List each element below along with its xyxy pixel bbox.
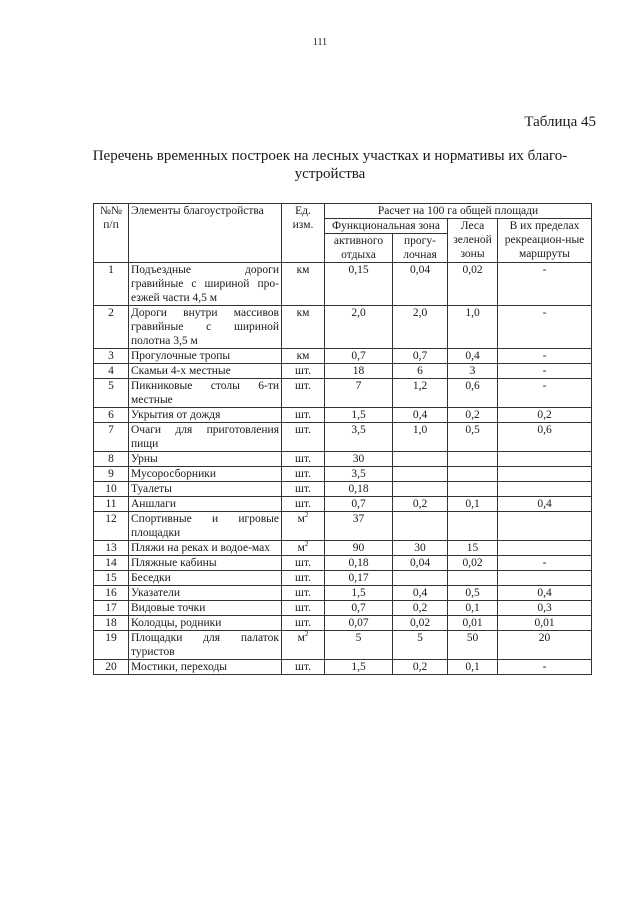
- row-active-value: 3,5: [325, 467, 393, 482]
- row-rec-route-value: 0,01: [498, 616, 592, 631]
- header-rec-routes: В их пределах рекреацион-ные маршруты: [498, 219, 592, 263]
- title-line-2: устройства: [294, 166, 366, 182]
- row-walk-value: 0,2: [393, 660, 448, 675]
- row-number: 2: [94, 306, 129, 349]
- row-green-forest-value: 0,4: [448, 349, 498, 364]
- unit-superscript: 2: [304, 540, 309, 549]
- row-element-name: Туалеты: [129, 482, 282, 497]
- row-unit: шт.: [282, 586, 325, 601]
- row-rec-route-value: -: [498, 349, 592, 364]
- row-unit: км: [282, 306, 325, 349]
- row-active-value: 7: [325, 379, 393, 408]
- row-element-name: Беседки: [129, 571, 282, 586]
- row-rec-route-value: [498, 467, 592, 482]
- row-unit: $м^2$: [282, 512, 325, 541]
- row-green-forest-value: 0,01: [448, 616, 498, 631]
- row-number: 18: [94, 616, 129, 631]
- header-walk: прогу-лочная: [393, 234, 448, 263]
- row-active-value: 0,07: [325, 616, 393, 631]
- row-active-value: 0,7: [325, 497, 393, 512]
- row-rec-route-value: -: [498, 364, 592, 379]
- unit-superscript: 2: [304, 511, 309, 520]
- header-unit: Ед. изм.: [282, 204, 325, 263]
- table-row: [94, 586, 592, 601]
- row-number: 4: [94, 364, 129, 379]
- row-active-value: 1,5: [325, 408, 393, 423]
- row-walk-value: 1,0: [393, 423, 448, 452]
- row-unit: шт.: [282, 482, 325, 497]
- row-green-forest-value: [448, 482, 498, 497]
- row-number: 12: [94, 512, 129, 541]
- row-number: 19: [94, 631, 129, 660]
- table-row: [94, 467, 592, 482]
- row-walk-value: [393, 571, 448, 586]
- table-row: [94, 497, 592, 512]
- row-unit: шт.: [282, 408, 325, 423]
- row-active-value: 1,5: [325, 660, 393, 675]
- row-rec-route-value: 20: [498, 631, 592, 660]
- document-title: [60, 147, 600, 183]
- row-rec-route-value: -: [498, 660, 592, 675]
- header-num: №№ п/п: [94, 204, 129, 263]
- row-element-name: Аншлаги: [129, 497, 282, 512]
- row-element-name: Урны: [129, 452, 282, 467]
- row-unit: $м^2$: [282, 541, 325, 556]
- row-number: 7: [94, 423, 129, 452]
- row-number: 17: [94, 601, 129, 616]
- table-row: [94, 512, 592, 541]
- table-row: [94, 263, 592, 306]
- row-active-value: 0,7: [325, 349, 393, 364]
- title-line-1: Перечень временных построек на лесных участках и нормативы их благо-: [92, 148, 568, 164]
- row-walk-value: 0,04: [393, 263, 448, 306]
- row-unit: шт.: [282, 497, 325, 512]
- row-element-name: Колодцы, родники: [129, 616, 282, 631]
- table-row: [94, 482, 592, 497]
- row-active-value: 3,5: [325, 423, 393, 452]
- row-unit: шт.: [282, 379, 325, 408]
- row-walk-value: [393, 482, 448, 497]
- row-green-forest-value: 3: [448, 364, 498, 379]
- row-walk-value: 0,04: [393, 556, 448, 571]
- table-header: [94, 204, 592, 263]
- row-green-forest-value: 0,5: [448, 586, 498, 601]
- row-green-forest-value: 0,6: [448, 379, 498, 408]
- row-unit: шт.: [282, 571, 325, 586]
- row-walk-value: 1,2: [393, 379, 448, 408]
- row-green-forest-value: 50: [448, 631, 498, 660]
- row-walk-value: 0,4: [393, 408, 448, 423]
- row-rec-route-value: 0,3: [498, 601, 592, 616]
- row-unit: шт.: [282, 467, 325, 482]
- row-number: 6: [94, 408, 129, 423]
- row-active-value: 0,15: [325, 263, 393, 306]
- table-row: [94, 349, 592, 364]
- row-walk-value: 2,0: [393, 306, 448, 349]
- row-walk-value: [393, 512, 448, 541]
- row-number: 15: [94, 571, 129, 586]
- row-number: 16: [94, 586, 129, 601]
- row-green-forest-value: [448, 452, 498, 467]
- table-row: [94, 423, 592, 452]
- row-walk-value: 6: [393, 364, 448, 379]
- row-unit: $м^2$: [282, 631, 325, 660]
- row-green-forest-value: 15: [448, 541, 498, 556]
- row-number: 5: [94, 379, 129, 408]
- row-rec-route-value: 0,4: [498, 497, 592, 512]
- header-green-forest: Леса зеленой зоны: [448, 219, 498, 263]
- row-unit: шт.: [282, 364, 325, 379]
- row-rec-route-value: [498, 512, 592, 541]
- row-active-value: 30: [325, 452, 393, 467]
- row-walk-value: 0,02: [393, 616, 448, 631]
- table-row: [94, 452, 592, 467]
- row-unit: шт.: [282, 452, 325, 467]
- row-rec-route-value: 0,4: [498, 586, 592, 601]
- row-rec-route-value: -: [498, 263, 592, 306]
- table-body: [94, 263, 592, 675]
- table-row: [94, 631, 592, 660]
- row-green-forest-value: 0,1: [448, 601, 498, 616]
- row-rec-route-value: 0,2: [498, 408, 592, 423]
- row-green-forest-value: [448, 571, 498, 586]
- row-rec-route-value: [498, 541, 592, 556]
- table-label: Таблица 45: [524, 114, 596, 130]
- row-active-value: 90: [325, 541, 393, 556]
- row-walk-value: 0,2: [393, 601, 448, 616]
- row-element-name: Пляжи на реках и водое-мах: [129, 541, 282, 556]
- row-active-value: 0,17: [325, 571, 393, 586]
- table-row: [94, 364, 592, 379]
- row-number: 9: [94, 467, 129, 482]
- table-row: [94, 306, 592, 349]
- row-element-name: Пикниковые столы 6-ти местные: [129, 379, 282, 408]
- table-row: [94, 660, 592, 675]
- row-green-forest-value: 1,0: [448, 306, 498, 349]
- table-row: [94, 541, 592, 556]
- row-active-value: 1,5: [325, 586, 393, 601]
- row-number: 10: [94, 482, 129, 497]
- row-active-value: 37: [325, 512, 393, 541]
- row-unit: шт.: [282, 601, 325, 616]
- row-rec-route-value: 0,6: [498, 423, 592, 452]
- row-green-forest-value: 0,1: [448, 660, 498, 675]
- row-unit: шт.: [282, 423, 325, 452]
- row-rec-route-value: -: [498, 556, 592, 571]
- row-walk-value: 30: [393, 541, 448, 556]
- row-active-value: 2,0: [325, 306, 393, 349]
- row-element-name: Видовые точки: [129, 601, 282, 616]
- table-row: [94, 571, 592, 586]
- row-element-name: Мусоросборники: [129, 467, 282, 482]
- header-active: активного отдыха: [325, 234, 393, 263]
- header-calc: Расчет на 100 га общей площади: [325, 204, 592, 219]
- row-active-value: 0,18: [325, 556, 393, 571]
- row-element-name: Скамьи 4-х местные: [129, 364, 282, 379]
- row-green-forest-value: 0,02: [448, 263, 498, 306]
- row-element-name: Дороги внутри массивов гравийные с шириной полотна 3,5 м: [129, 306, 282, 349]
- row-walk-value: [393, 452, 448, 467]
- row-element-name: Площадки для палаток туристов: [129, 631, 282, 660]
- row-number: 3: [94, 349, 129, 364]
- row-green-forest-value: [448, 467, 498, 482]
- row-unit: шт.: [282, 616, 325, 631]
- row-green-forest-value: 0,5: [448, 423, 498, 452]
- row-green-forest-value: [448, 512, 498, 541]
- row-number: 13: [94, 541, 129, 556]
- row-walk-value: 0,4: [393, 586, 448, 601]
- row-number: 1: [94, 263, 129, 306]
- row-rec-route-value: [498, 482, 592, 497]
- row-unit: км: [282, 349, 325, 364]
- row-active-value: 0,18: [325, 482, 393, 497]
- row-number: 11: [94, 497, 129, 512]
- row-element-name: Мостики, переходы: [129, 660, 282, 675]
- row-walk-value: 5: [393, 631, 448, 660]
- unit-superscript: 2: [304, 630, 309, 639]
- row-rec-route-value: [498, 571, 592, 586]
- row-unit: км: [282, 263, 325, 306]
- row-active-value: 18: [325, 364, 393, 379]
- row-element-name: Очаги для приготовления пищи: [129, 423, 282, 452]
- table-row: [94, 408, 592, 423]
- table-row: [94, 616, 592, 631]
- header-func-zone: Функциональная зона: [325, 219, 448, 234]
- row-active-value: 0,7: [325, 601, 393, 616]
- row-walk-value: 0,2: [393, 497, 448, 512]
- row-active-value: 5: [325, 631, 393, 660]
- row-number: 20: [94, 660, 129, 675]
- table-row: [94, 556, 592, 571]
- header-element: Элементы благоустройства: [129, 204, 282, 263]
- row-unit: шт.: [282, 660, 325, 675]
- page-number: 111: [312, 37, 328, 48]
- row-rec-route-value: -: [498, 379, 592, 408]
- row-green-forest-value: 0,2: [448, 408, 498, 423]
- row-unit: шт.: [282, 556, 325, 571]
- row-element-name: Спортивные и игровые площадки: [129, 512, 282, 541]
- row-number: 14: [94, 556, 129, 571]
- row-rec-route-value: -: [498, 306, 592, 349]
- table-row: [94, 601, 592, 616]
- standards-table: [93, 203, 592, 675]
- row-element-name: Укрытия от дождя: [129, 408, 282, 423]
- table-row: [94, 379, 592, 408]
- row-element-name: Пляжные кабины: [129, 556, 282, 571]
- row-walk-value: [393, 467, 448, 482]
- row-walk-value: 0,7: [393, 349, 448, 364]
- row-rec-route-value: [498, 452, 592, 467]
- row-element-name: Указатели: [129, 586, 282, 601]
- row-element-name: Прогулочные тропы: [129, 349, 282, 364]
- row-number: 8: [94, 452, 129, 467]
- row-element-name: Подъездные дороги гравийные с шириной про-езжей части 4,5 м: [129, 263, 282, 306]
- row-green-forest-value: 0,02: [448, 556, 498, 571]
- row-green-forest-value: 0,1: [448, 497, 498, 512]
